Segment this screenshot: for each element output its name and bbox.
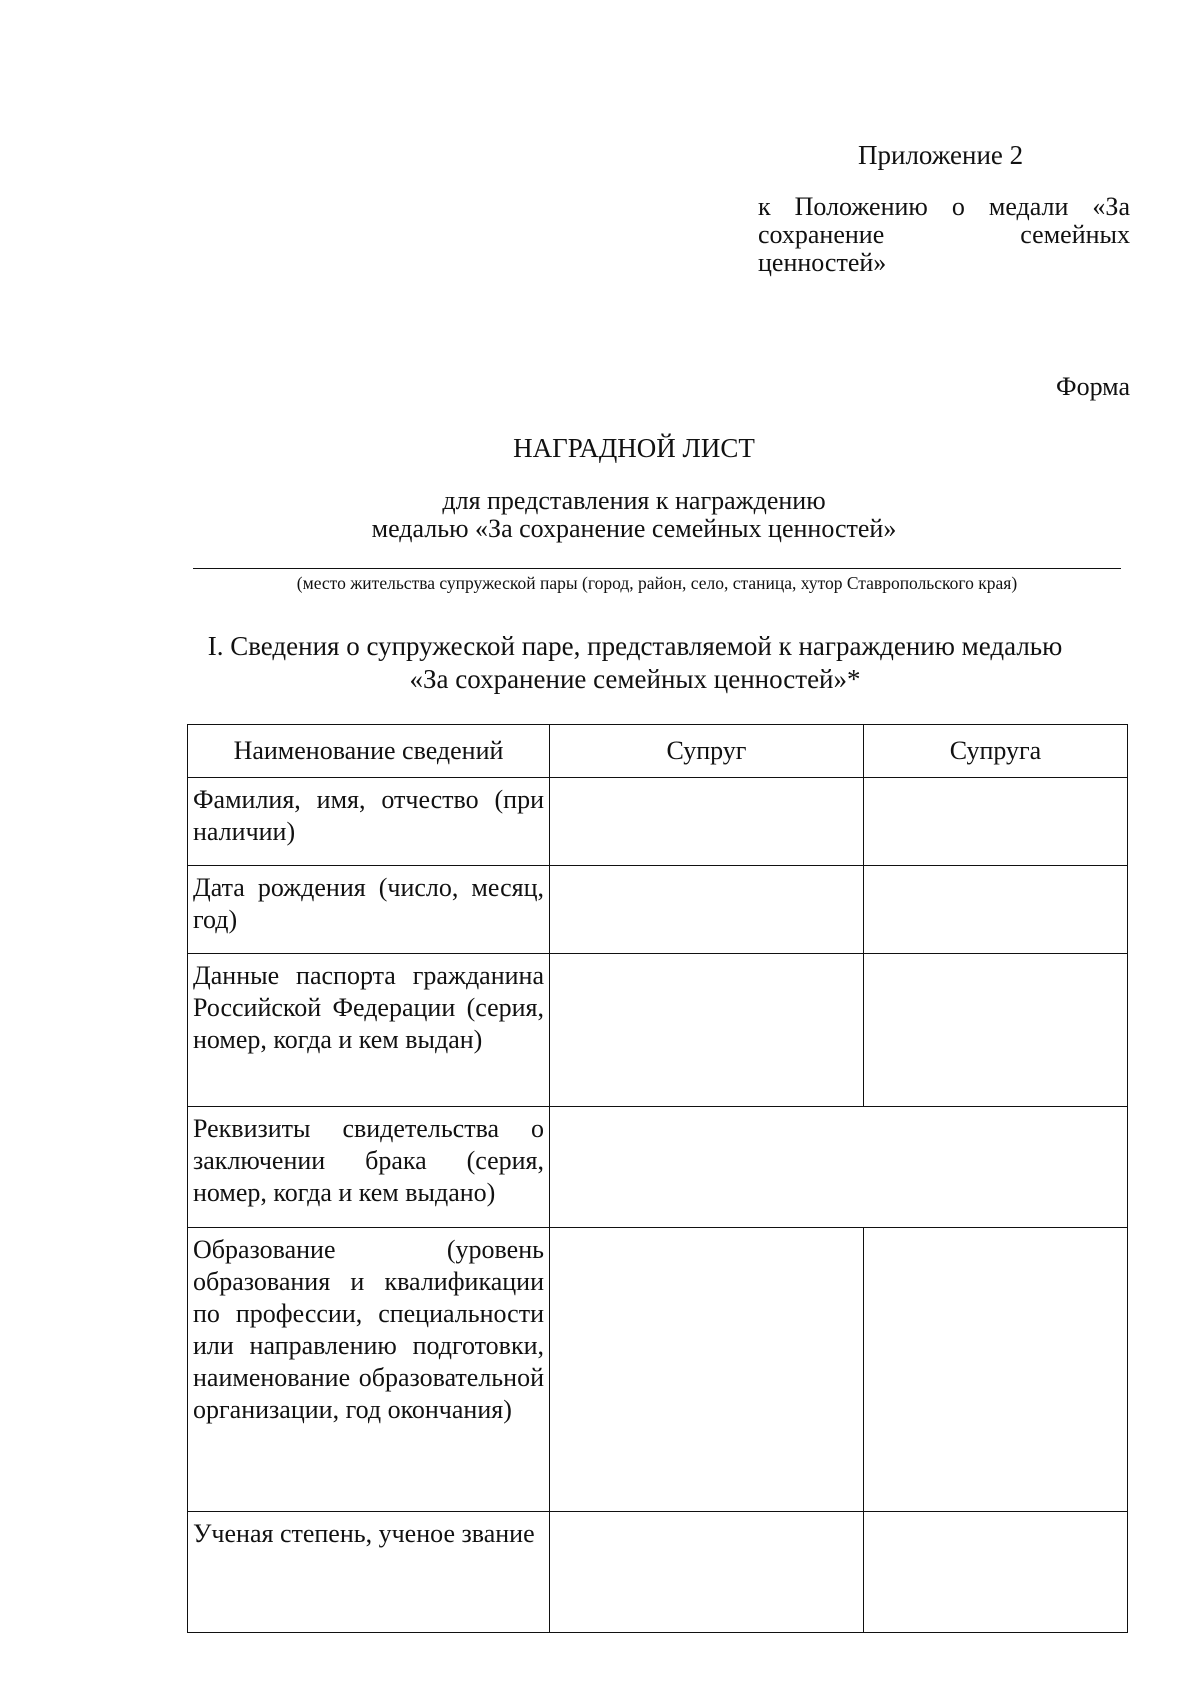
wife-birth-date-cell[interactable] (864, 866, 1128, 954)
appendix-title: Приложение 2 (858, 140, 1024, 170)
table-row (188, 1228, 1128, 1512)
document-title: НАГРАДНОЙ ЛИСТ (513, 433, 755, 463)
table-row (188, 1107, 1128, 1228)
wife-education-cell[interactable] (864, 1228, 1128, 1512)
table-row (188, 954, 1128, 1107)
header-info-name: Наименование сведений (188, 725, 550, 778)
header-husband: Супруг (550, 725, 864, 778)
row-label-academic-degree: Ученая степень, ученое звание (188, 1512, 550, 1633)
row-label-marriage-certificate: Реквизиты свидетельства о заключении брака (серия, номер, когда и кем выдано) (188, 1107, 550, 1228)
husband-full-name-cell[interactable] (550, 778, 864, 866)
form-label: Форма (1056, 372, 1130, 401)
husband-passport-cell[interactable] (550, 954, 864, 1107)
residence-fill-line[interactable] (193, 568, 1121, 569)
section-heading-line-2: «За сохранение семейных ценностей»* (409, 664, 861, 694)
table-row (188, 1512, 1128, 1633)
husband-academic-degree-cell[interactable] (550, 1512, 864, 1633)
header-wife: Супруга (864, 725, 1128, 778)
wife-academic-degree-cell[interactable] (864, 1512, 1128, 1633)
row-label-full-name: Фамилия, имя, отчество (при наличии) (188, 778, 550, 866)
marriage-certificate-cell[interactable] (550, 1107, 1128, 1228)
wife-full-name-cell[interactable] (864, 778, 1128, 866)
residence-caption: (место жительства супружеской пары (город, район, село, станица, хутор Ставропольского края) (296, 573, 1018, 593)
wife-passport-cell[interactable] (864, 954, 1128, 1107)
table-header-row (188, 725, 1128, 778)
couple-info-table (187, 724, 1128, 1633)
subtitle-line-1: для представления к награждению (442, 486, 826, 515)
table-row (188, 778, 1128, 866)
row-label-passport: Данные паспорта гражданина Российской Федерации (серия, номер, когда и кем выдан) (188, 954, 550, 1107)
document-subtitle (0, 487, 1200, 543)
appendix-reference: к Положению о медали «За сохранение семейных ценностей» (758, 192, 1130, 277)
row-label-education: Образование (уровень образования и квалификации по профессии, специальности или направлению подготовки, наименование образовательной организации, год окончания) (188, 1228, 550, 1512)
section-heading-line-1: I. Сведения о супружеской паре, представляемой к награждению медалью (207, 631, 1063, 661)
husband-birth-date-cell[interactable] (550, 866, 864, 954)
section-heading (150, 630, 1120, 696)
table-row (188, 866, 1128, 954)
row-label-birth-date: Дата рождения (число, месяц, год) (188, 866, 550, 954)
subtitle-line-2: медалью «За сохранение семейных ценностей» (371, 514, 897, 543)
husband-education-cell[interactable] (550, 1228, 864, 1512)
